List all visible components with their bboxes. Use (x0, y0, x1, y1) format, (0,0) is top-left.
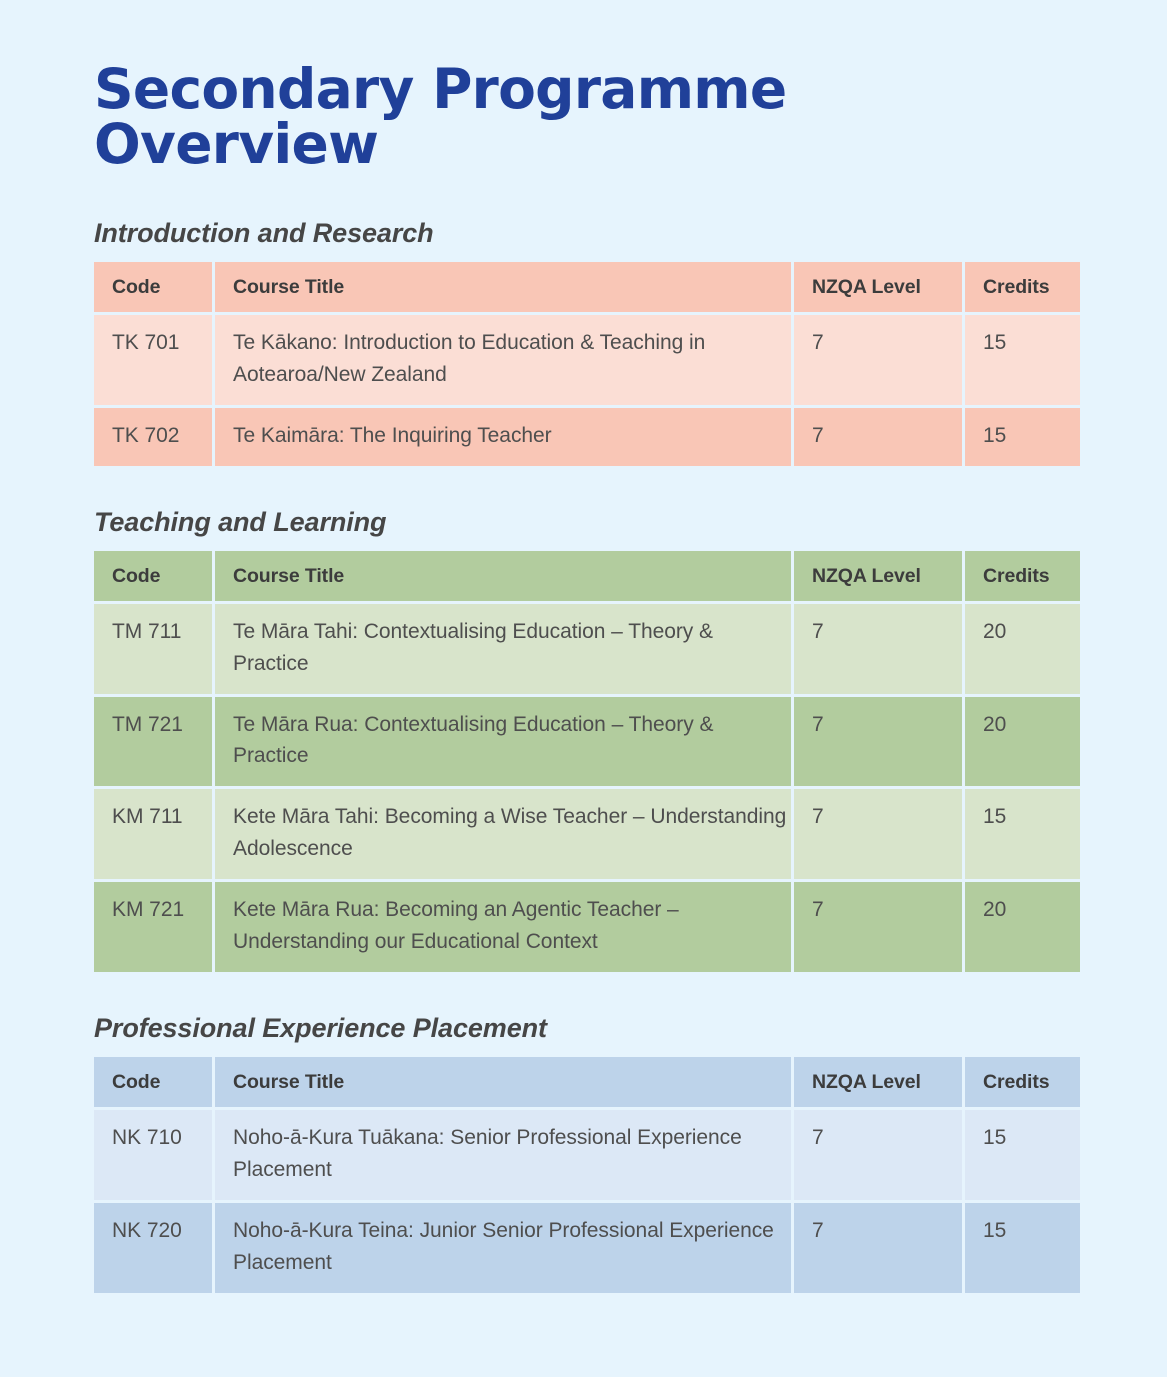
section-introduction-and-research (94, 172, 1073, 469)
column-header-code: Code (94, 551, 212, 601)
section-heading: Introduction and Research (94, 218, 434, 248)
table-header-row (94, 551, 1080, 601)
column-header-nzqa-level: NZQA Level (794, 262, 962, 312)
cell-code: NK 710 (94, 1110, 212, 1200)
course-table-introduction-and-research (91, 259, 1083, 469)
column-header-credits: Credits (965, 1057, 1080, 1107)
page-title: Secondary Programme Overview (94, 57, 787, 176)
cell-nzqa-level: 7 (794, 408, 962, 466)
cell-nzqa-level: 7 (794, 604, 962, 694)
table-row (94, 697, 1080, 787)
cell-nzqa-level: 7 (794, 1110, 962, 1200)
cell-course-title: Te Kaimāra: The Inquiring Teacher (215, 408, 791, 466)
section-heading: Teaching and Learning (94, 506, 387, 537)
cell-credits: 20 (965, 697, 1080, 787)
table-header-row (94, 1057, 1080, 1107)
table-header-row (94, 262, 1080, 312)
column-header-course-title: Course Title (215, 551, 791, 601)
cell-credits: 15 (965, 408, 1080, 466)
table-row (94, 408, 1080, 466)
cell-code: TK 701 (94, 315, 212, 405)
cell-credits: 15 (965, 1110, 1080, 1200)
course-table-professional-experience-placement (91, 1054, 1083, 1296)
table-row (94, 604, 1080, 694)
cell-course-title: Te Kākano: Introduction to Education & Teaching in Aotearoa/New Zealand (215, 315, 791, 405)
table-row (94, 1110, 1080, 1200)
cell-credits: 15 (965, 1203, 1080, 1293)
cell-nzqa-level: 7 (794, 882, 962, 972)
column-header-course-title: Course Title (215, 262, 791, 312)
cell-course-title: Te Māra Rua: Contextualising Education – Theory & Practice (215, 697, 791, 787)
cell-nzqa-level: 7 (794, 697, 962, 787)
table-row (94, 1203, 1080, 1293)
column-header-course-title: Course Title (215, 1057, 791, 1107)
cell-course-title: Noho-ā-Kura Teina: Junior Senior Professional Experience Placement (215, 1203, 791, 1293)
column-header-credits: Credits (965, 262, 1080, 312)
column-header-credits: Credits (965, 551, 1080, 601)
table-row (94, 882, 1080, 972)
cell-credits: 15 (965, 789, 1080, 879)
cell-nzqa-level: 7 (794, 789, 962, 879)
cell-code: TM 721 (94, 697, 212, 787)
cell-code: TK 702 (94, 408, 212, 466)
cell-credits: 20 (965, 882, 1080, 972)
cell-code: TM 711 (94, 604, 212, 694)
cell-course-title: Kete Māra Rua: Becoming an Agentic Teacher – Understanding our Educational Context (215, 882, 791, 972)
cell-course-title: Noho-ā-Kura Tuākana: Senior Professional Experience Placement (215, 1110, 791, 1200)
column-header-nzqa-level: NZQA Level (794, 551, 962, 601)
cell-nzqa-level: 7 (794, 315, 962, 405)
table-row (94, 315, 1080, 405)
cell-nzqa-level: 7 (794, 1203, 962, 1293)
section-professional-experience-placement (94, 975, 1073, 1296)
column-header-code: Code (94, 1057, 212, 1107)
section-heading: Professional Experience Placement (94, 1012, 547, 1043)
cell-code: KM 721 (94, 882, 212, 972)
cell-code: NK 720 (94, 1203, 212, 1293)
course-table-teaching-and-learning (91, 548, 1083, 975)
table-row (94, 789, 1080, 879)
cell-course-title: Te Māra Tahi: Contextualising Education – Theory & Practice (215, 604, 791, 694)
cell-code: KM 711 (94, 789, 212, 879)
column-header-nzqa-level: NZQA Level (794, 1057, 962, 1107)
cell-course-title: Kete Māra Tahi: Becoming a Wise Teacher – Understanding Adolescence (215, 789, 791, 879)
column-header-code: Code (94, 262, 212, 312)
cell-credits: 15 (965, 315, 1080, 405)
section-teaching-and-learning (94, 469, 1073, 975)
cell-credits: 20 (965, 604, 1080, 694)
